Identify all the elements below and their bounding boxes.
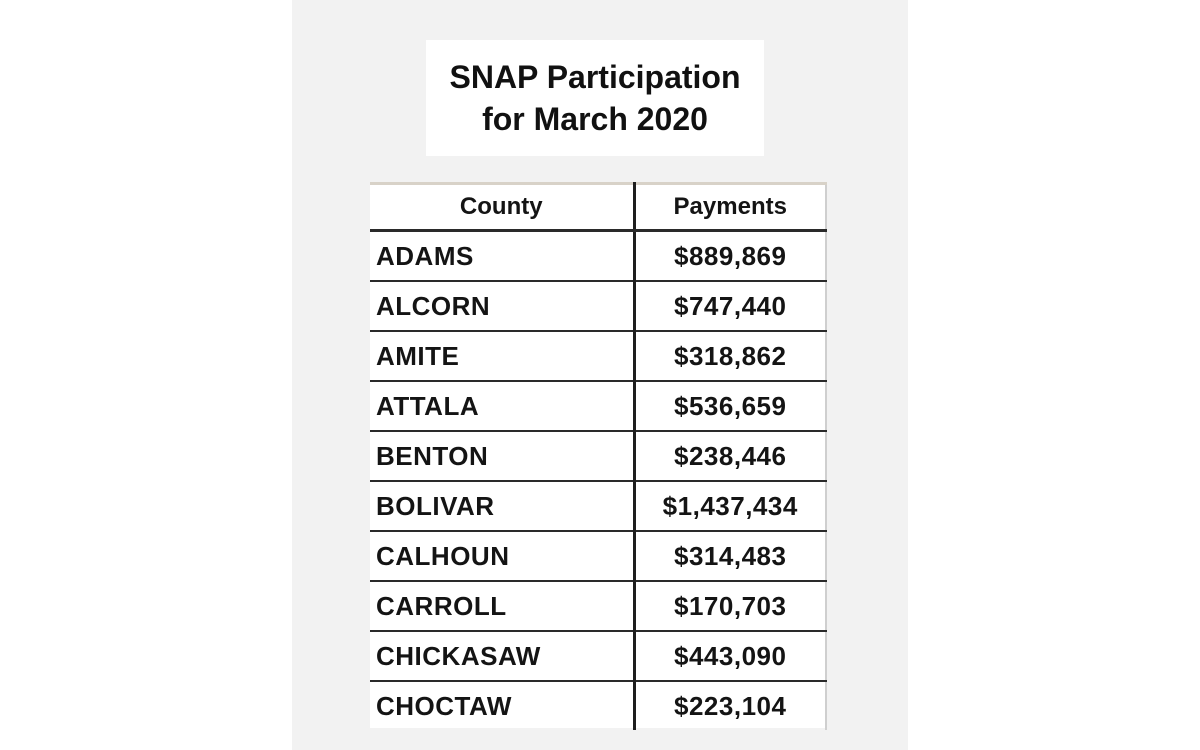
table-row: [370, 481, 826, 531]
county-cell: CALHOUN: [370, 531, 634, 581]
payments-cell: $443,090: [634, 631, 826, 681]
snap-table: [370, 182, 827, 730]
county-cell: CHICKASAW: [370, 631, 634, 681]
payments-cell: $1,437,434: [634, 481, 826, 531]
table-row: [370, 431, 826, 481]
payments-cell: $318,862: [634, 331, 826, 381]
county-cell: CARROLL: [370, 581, 634, 631]
payments-cell: $889,869: [634, 231, 826, 282]
payments-cell: $747,440: [634, 281, 826, 331]
county-cell: CHOCTAW: [370, 681, 634, 730]
table-row: [370, 281, 826, 331]
table-row: [370, 381, 826, 431]
county-cell: ALCORN: [370, 281, 634, 331]
table-row: [370, 231, 826, 282]
title-line-2: for March 2020: [482, 101, 708, 137]
payments-cell: $223,104: [634, 681, 826, 730]
payments-cell: $536,659: [634, 381, 826, 431]
table-row: [370, 531, 826, 581]
county-cell: ATTALA: [370, 381, 634, 431]
title-line-1: SNAP Participation: [449, 59, 741, 95]
snap-table-container: [370, 182, 826, 728]
table-row: [370, 631, 826, 681]
county-cell: BOLIVAR: [370, 481, 634, 531]
column-header-county: County: [370, 184, 634, 231]
title-box: [426, 40, 764, 156]
table-header-row: [370, 184, 826, 231]
table-row: [370, 331, 826, 381]
column-header-payments: Payments: [634, 184, 826, 231]
payments-cell: $170,703: [634, 581, 826, 631]
table-row: [370, 581, 826, 631]
county-cell: AMITE: [370, 331, 634, 381]
payments-cell: $238,446: [634, 431, 826, 481]
county-cell: BENTON: [370, 431, 634, 481]
payments-cell: $314,483: [634, 531, 826, 581]
table-row: [370, 681, 826, 730]
county-cell: ADAMS: [370, 231, 634, 282]
